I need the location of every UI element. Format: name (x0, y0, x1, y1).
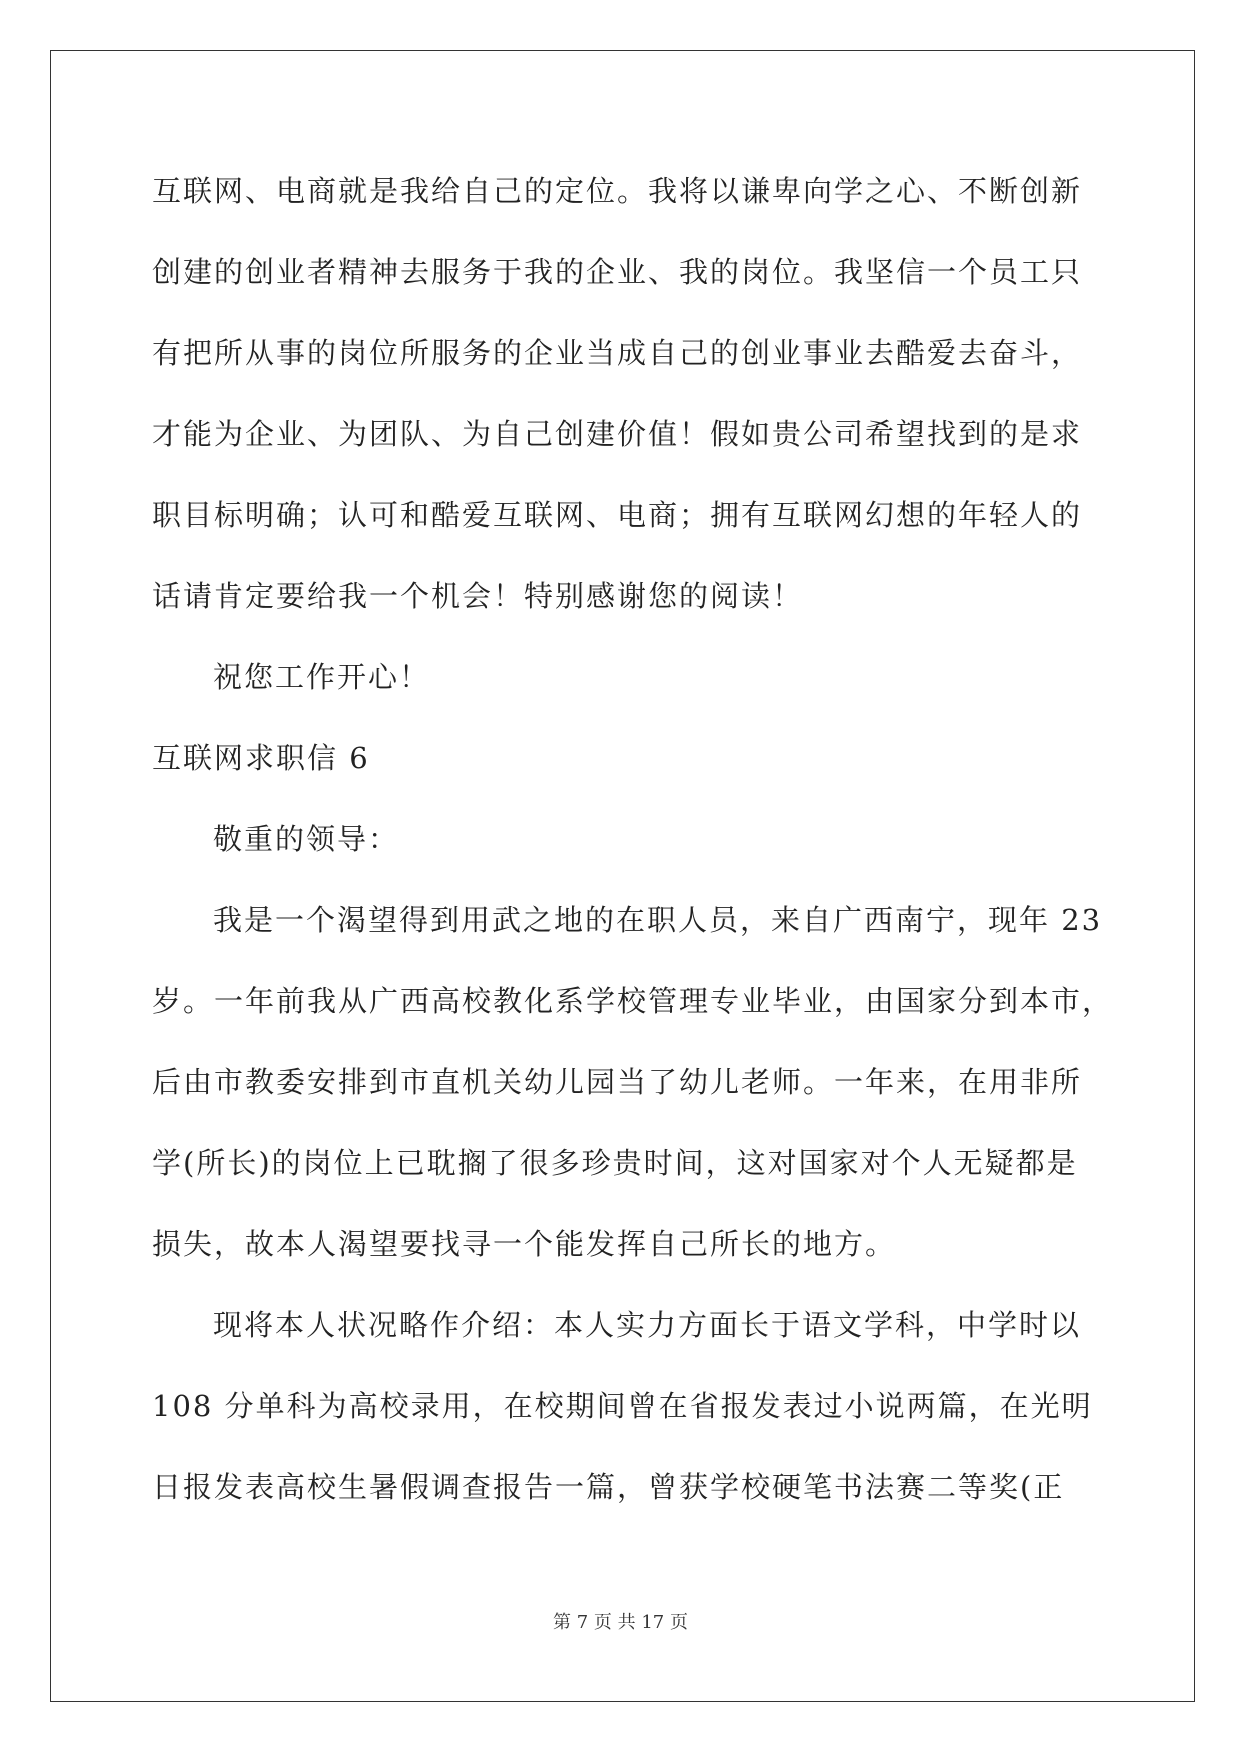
body-line-10: 学(所长)的岗位上已耽搁了很多珍贵时间，这对国家对个人无疑都是 (152, 1146, 1078, 1180)
page-number-footer: 第 7 页 共 17 页 (553, 1612, 688, 1633)
body-line-14: 日报发表高校生暑假调查报告一篇，曾获学校硬笔书法赛二等奖(正 (152, 1470, 1065, 1504)
body-line-4: 才能为企业、为团队、为自己创建价值！假如贵公司希望找到的是求 (152, 417, 1083, 451)
salutation: 敬重的领导： (213, 822, 400, 856)
body-line-8: 岁。一年前我从广西高校教化系学校管理专业毕业，由国家分到本市， (152, 984, 1114, 1018)
body-line-7: 我是一个渴望得到用武之地的在职人员，来自广西南宁，现年 23 (213, 903, 1103, 937)
page-border (50, 50, 1195, 1702)
body-line-2: 创建的创业者精神去服务于我的企业、我的岗位。我坚信一个员工只 (152, 255, 1083, 289)
body-line-9: 后由市教委安排到市直机关幼儿园当了幼儿老师。一年来，在用非所 (152, 1065, 1083, 1099)
closing-greeting: 祝您工作开心！ (213, 660, 431, 694)
body-line-3: 有把所从事的岗位所服务的企业当成自己的创业事业去酷爱去奋斗， (152, 336, 1083, 370)
body-line-11: 损失，故本人渴望要找寻一个能发挥自己所长的地方。 (152, 1227, 897, 1261)
body-line-1: 互联网、电商就是我给自己的定位。我将以谦卑向学之心、不断创新 (152, 174, 1083, 208)
body-line-12: 现将本人状况略作介绍：本人实力方面长于语文学科，中学时以 (213, 1308, 1082, 1342)
body-line-5: 职目标明确；认可和酷爱互联网、电商；拥有互联网幻想的年轻人的 (152, 498, 1083, 532)
section-heading: 互联网求职信 6 (152, 741, 370, 775)
body-line-6: 话请肯定要给我一个机会！特别感谢您的阅读！ (152, 579, 804, 613)
body-line-13: 108 分单科为高校录用，在校期间曾在省报发表过小说两篇，在光明 (152, 1389, 1093, 1423)
